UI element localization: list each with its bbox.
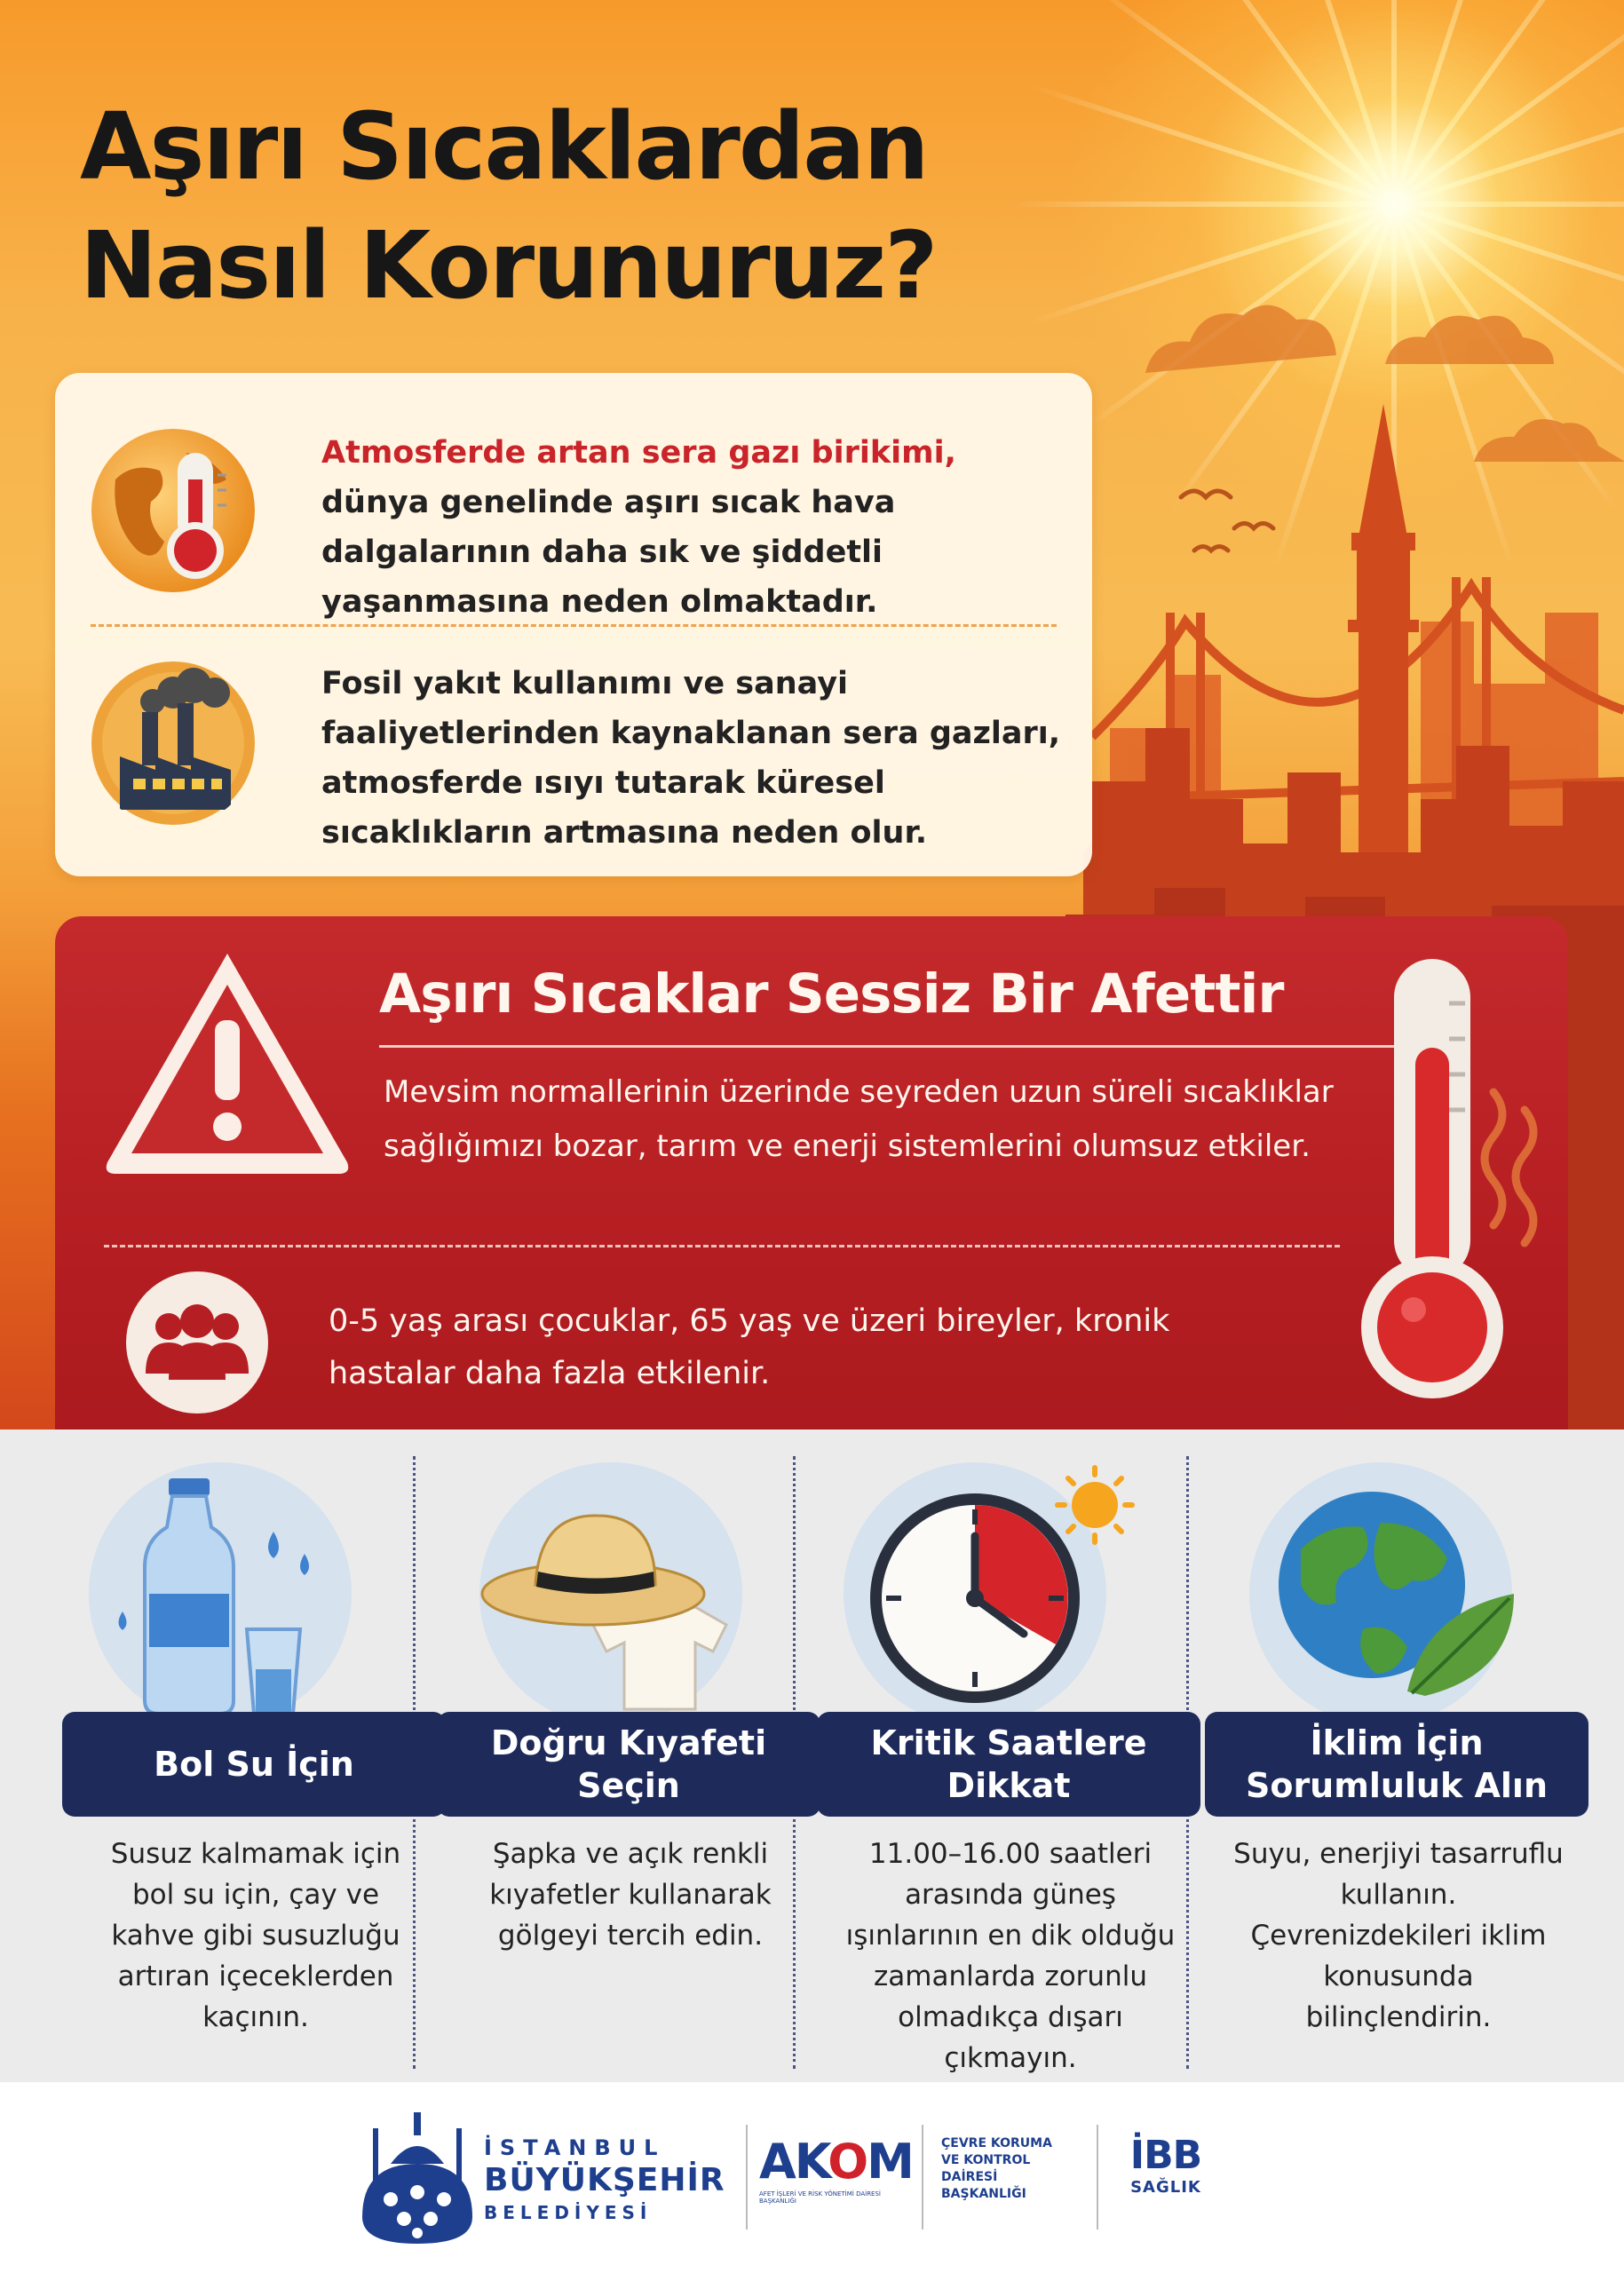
cevre-line: BAŞKANLIĞI — [941, 2187, 1026, 2201]
ibb-line-1: İSTANBUL — [484, 2135, 666, 2160]
ibb-saglik-logo — [1117, 2134, 1215, 2197]
cevre-line: DAİRESİ — [941, 2170, 998, 2184]
footer-logos — [0, 2082, 1624, 2273]
vulnerable-groups-text: 0-5 yaş arası çocuklar, 65 yaş ve üzeri bireyler, kronik hastalar daha fazla etkilenir. — [329, 1303, 1170, 1391]
ibb-line-3: BELEDİYESİ — [484, 2202, 653, 2223]
ibb-emblem-icon — [355, 2111, 479, 2244]
tip-title-hours — [817, 1712, 1200, 1817]
tip-title-clothing — [437, 1712, 820, 1817]
akom-letter-m: M — [867, 2134, 913, 2190]
akom-letters: AK — [759, 2134, 828, 2190]
globe-leaf-icon — [1248, 1461, 1549, 1727]
tip-text-hours: 11.00–16.00 saatleri arasında güneş ışınlarının en dik olduğu zamanlarda zorunlu olmadıkça dışarı çıkmayın. — [845, 1838, 1176, 2074]
tip-card-water — [51, 1430, 457, 2082]
tip-title-climate — [1205, 1712, 1588, 1817]
tip-title-line: İklim İçin — [1310, 1723, 1484, 1762]
ibb-wordmark — [484, 2135, 725, 2223]
fossil-text: Fosil yakıt kullanımı ve sanayi faaliyetlerinden kaynaklanan sera gazları, atmosferde ısıyı tutarak küresel sıcaklıkların artmasına neden olur. — [321, 666, 1061, 851]
akom-subtitle: AFET İŞLERİ VE RİSK YÖNETİMİ DAİRESİ BAŞKANLIĞI — [759, 2190, 881, 2205]
alert-title: Aşırı Sıcaklar Sessiz Bir Afettir — [379, 962, 1284, 1026]
title-line-2: Nasıl Korunuruz? — [80, 211, 937, 320]
greenhouse-body: dünya genelinde aşırı sıcak hava dalgalarının daha sık ve şiddetli yaşanmasına neden olmaktadır. — [321, 485, 896, 620]
tip-title-water — [62, 1712, 446, 1817]
ibb-line-2: BÜYÜKŞEHİR — [484, 2162, 725, 2198]
greenhouse-accent: Atmosferde artan sera gazı birikimi, — [321, 435, 956, 471]
ibb-saglik-subtitle: SAĞLIK — [1130, 2178, 1201, 2197]
alert-banner — [55, 916, 1568, 1449]
tip-card-hours — [806, 1430, 1212, 2082]
title-line-1: Aşırı Sıcaklardan — [80, 92, 928, 201]
akom-letter-o: O — [828, 2134, 867, 2190]
tip-text-climate: Suyu, enerjiyi tasarruflu kullanın. Çevrenizdekileri iklim konusunda bilinçlendirin. — [1233, 1838, 1564, 2033]
cevre-line: VE KONTROL — [941, 2153, 1031, 2167]
info-item-greenhouse — [55, 400, 1092, 622]
tip-title-line: Dikkat — [947, 1766, 1071, 1805]
warning-triangle-icon — [94, 936, 360, 1184]
tip-title-line: Seçin — [577, 1766, 680, 1805]
cevre-line: ÇEVRE KORUMA — [941, 2136, 1052, 2150]
tip-card-clothing — [426, 1430, 832, 2082]
page-title — [80, 87, 1101, 325]
akom-wordmark — [759, 2134, 913, 2190]
thermometer-icon — [1316, 932, 1547, 1412]
tip-title-line: Sorumluluk Alın — [1245, 1766, 1549, 1805]
people-group-icon — [126, 1271, 268, 1414]
alert-text: Mevsim normallerinin üzerinde seyreden uzun süreli sıcaklıklar sağlığımızı bozar, tarım ve enerji sistemlerini olumsuz etkiler. — [384, 1074, 1334, 1164]
alert-divider — [104, 1245, 1340, 1247]
tip-title-line: Kritik Saatlere — [870, 1723, 1147, 1762]
greenhouse-text — [321, 428, 1067, 627]
footer-divider — [922, 2125, 923, 2229]
ibb-saglik-wordmark: İBB — [1129, 2133, 1202, 2178]
tip-card-climate — [1194, 1430, 1600, 2082]
alert-title-underline — [379, 1045, 1400, 1048]
footer-divider — [746, 2125, 748, 2229]
info-divider — [91, 624, 1057, 627]
water-bottle-icon — [87, 1461, 353, 1727]
clock-sun-icon — [842, 1461, 1144, 1727]
tip-text-water: Susuz kalmamak için bol su için, çay ve kahve gibi susuzluğu artıran içeceklerden kaçının. — [110, 1838, 401, 2033]
tip-text-clothing: Şapka ve açık renkli kıyafetler kullanarak gölgeyi tercih edin. — [489, 1838, 772, 1952]
footer-divider — [1097, 2125, 1098, 2229]
globe-thermometer-icon — [89, 426, 257, 595]
akom-logo — [759, 2134, 913, 2205]
factory-icon — [89, 659, 257, 828]
tip-title-line: Doğru Kıyafeti — [490, 1723, 767, 1762]
info-item-fossil — [55, 639, 1092, 861]
info-card — [55, 373, 1092, 876]
tips-section — [0, 1430, 1624, 2082]
cevre-logo — [941, 2135, 1101, 2203]
hat-shirt-icon — [478, 1461, 744, 1727]
tip-title-line: Bol Su İçin — [154, 1745, 354, 1784]
